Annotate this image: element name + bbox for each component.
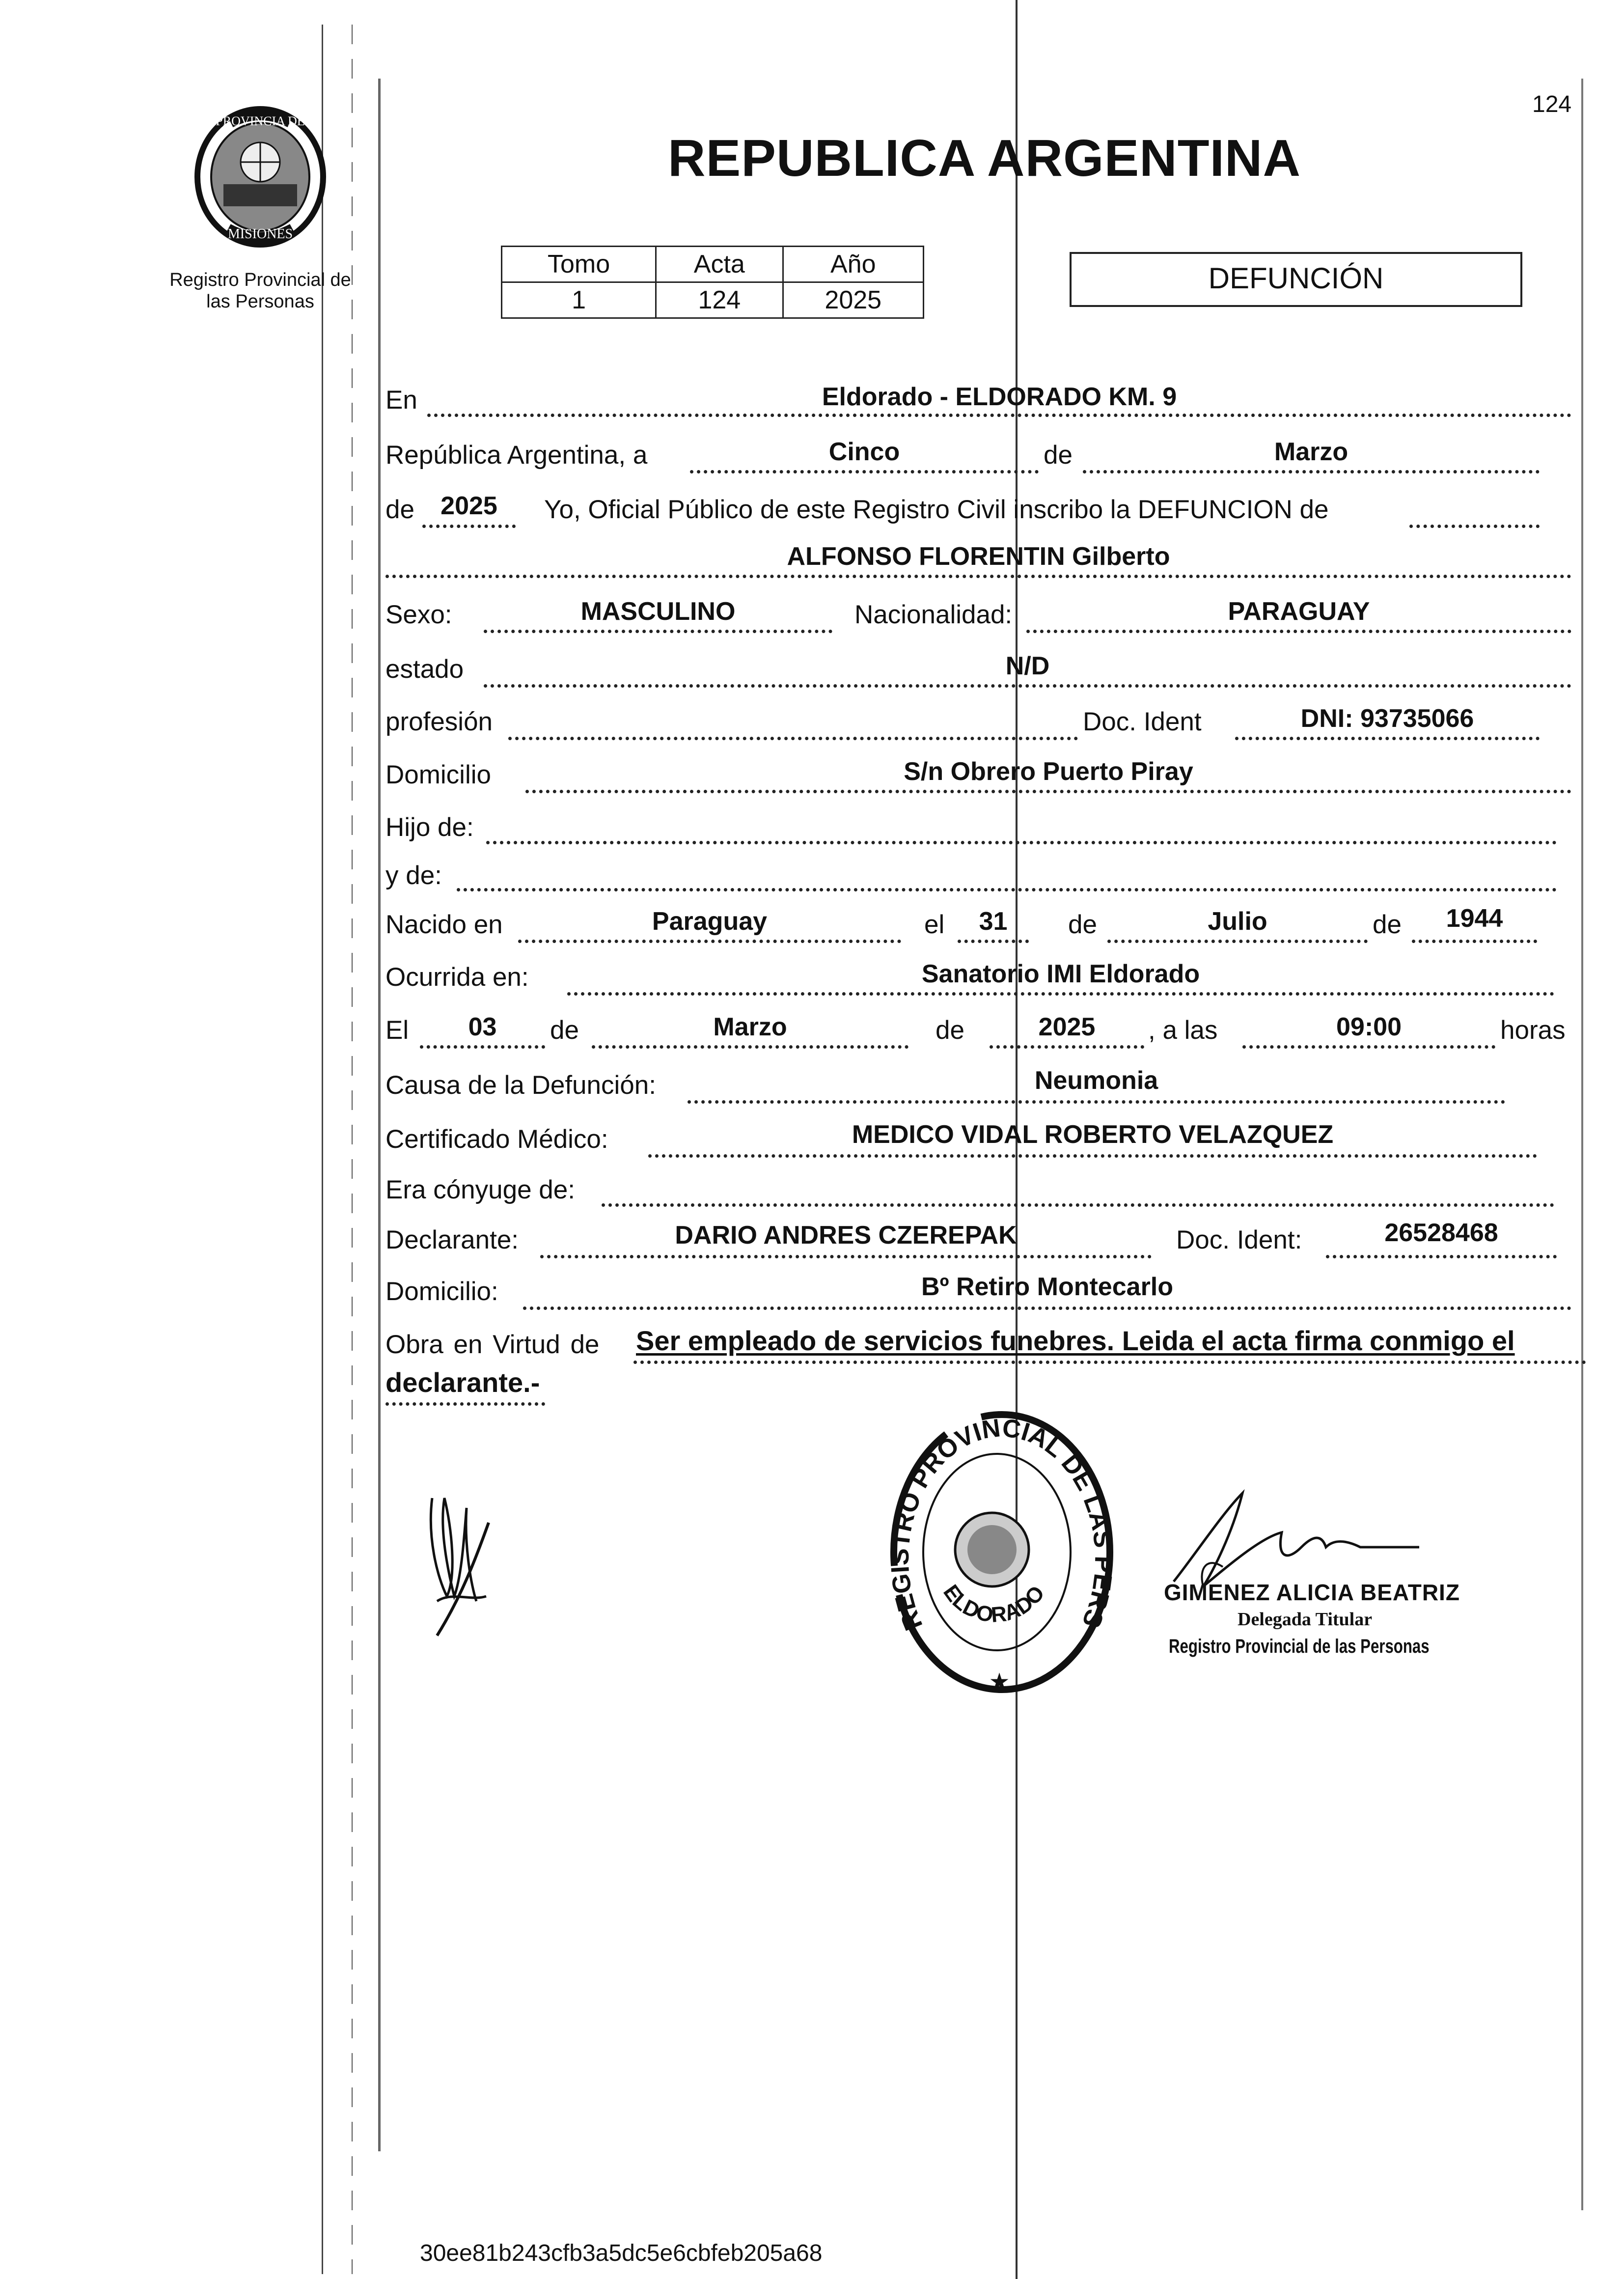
death-day-value: 03: [468, 1013, 497, 1041]
svg-text:★: ★: [989, 1669, 1010, 1695]
obra-dotted-line-2: [385, 1402, 545, 1406]
oficial-dotted-line: [1409, 525, 1540, 528]
acta-table-header-row: [502, 247, 924, 282]
acta-table-value-row: [502, 282, 924, 318]
en-value: Eldorado - ELDORADO KM. 9: [822, 383, 1177, 411]
acta-table-cell: 124: [656, 282, 783, 318]
rep-de-label: de: [1044, 441, 1073, 470]
acta-table: [501, 246, 924, 319]
death-year-value: 2025: [1038, 1013, 1096, 1041]
rep-day-dotted-line: [690, 470, 1039, 473]
domicilio-dotted-line: [525, 790, 1571, 793]
declarante-domicilio-value: Bº Retiro Montecarlo: [921, 1273, 1174, 1301]
provincia-de-misiones-seal-icon: [187, 103, 334, 250]
ocurrida-en-label: Ocurrida en:: [385, 963, 529, 992]
official-office: Registro Provincial de las Personas: [1169, 1636, 1430, 1657]
obra-value-2: declarante.-: [385, 1367, 540, 1398]
registry-name: [152, 269, 368, 312]
ocurrida-en-value: Sanatorio IMI Eldorado: [921, 960, 1200, 988]
ocurrida-en-dotted-line: [567, 992, 1554, 996]
rep-month-value: Marzo: [1274, 438, 1349, 466]
nacido-el-label: el: [924, 910, 945, 939]
domicilio-value: S/n Obrero Puerto Piray: [904, 757, 1193, 786]
nacido-month-dotted-line: [1107, 940, 1368, 943]
profesion-label: profesión: [385, 707, 493, 736]
estado-value: N/D: [1005, 652, 1050, 680]
death-horas-label: horas: [1500, 1016, 1566, 1045]
causa-label: Causa de la Defunción:: [385, 1071, 656, 1100]
registry-stamp-icon: [874, 1400, 1129, 1704]
acta-table-header: Acta: [656, 247, 783, 282]
certificado-value: MEDICO VIDAL ROBERTO VELAZQUEZ: [852, 1120, 1334, 1149]
nacido-en-dotted-line: [518, 940, 901, 943]
death-month-value: Marzo: [713, 1013, 787, 1041]
margin-line-2: [352, 25, 353, 2274]
acta-table-header: Año: [783, 247, 923, 282]
hijo-de-dotted-line: [486, 841, 1557, 844]
official-stamp: [874, 1400, 1129, 1704]
obra-value: Ser empleado de servicios funebres. Leida el acta firma conmigo el: [636, 1325, 1515, 1356]
nacido-year-dotted-line: [1412, 940, 1537, 943]
certificado-label: Certificado Médico:: [385, 1125, 608, 1154]
doc-ident-dotted-line: [1235, 737, 1540, 740]
death-alas-label: , a las: [1148, 1016, 1218, 1045]
doc-ident-label: Doc. Ident: [1083, 707, 1202, 736]
declarante-dotted-line: [540, 1255, 1152, 1258]
death-time-dotted-line: [1242, 1045, 1495, 1049]
republica-label: República Argentina, a: [385, 441, 648, 470]
page-number: 124: [1532, 91, 1572, 117]
sexo-value: MASCULINO: [580, 597, 736, 626]
domicilio-label: Domicilio: [385, 760, 491, 789]
document-type-box: DEFUNCIÓN: [1070, 252, 1522, 307]
declarante-domicilio-label: Domicilio:: [385, 1277, 498, 1306]
declarante-doc-dotted-line: [1326, 1255, 1557, 1258]
year-value: 2025: [440, 492, 497, 520]
nacido-day-value: 31: [979, 907, 1008, 936]
death-day-dotted-line: [420, 1045, 545, 1049]
page-title: REPUBLICA ARGENTINA: [668, 129, 1301, 187]
profesion-dotted-line: [508, 737, 1078, 740]
causa-value: Neumonia: [1034, 1066, 1158, 1095]
nacido-year-value: 1944: [1446, 904, 1503, 933]
acta-table-cell: 2025: [783, 282, 923, 318]
document-hash: 30ee81b243cfb3a5dc5e6cbfeb205a68: [420, 2240, 823, 2266]
svg-text:PROVINCIA DE: PROVINCIA DE: [216, 114, 305, 128]
declarante-label: Declarante:: [385, 1225, 519, 1254]
nacido-en-label: Nacido en: [385, 910, 503, 939]
nacionalidad-dotted-line: [1026, 630, 1571, 633]
rep-day-value: Cinco: [828, 438, 900, 466]
nacionalidad-value: PARAGUAY: [1228, 597, 1370, 626]
causa-dotted-line: [688, 1100, 1505, 1104]
declarant-signature: [417, 1478, 516, 1640]
declarante-doc-label: Doc. Ident:: [1176, 1225, 1302, 1254]
official-role: Delegada Titular: [1238, 1609, 1373, 1630]
declarante-doc-value: 26528468: [1384, 1219, 1498, 1247]
nacido-en-value: Paraguay: [652, 907, 768, 936]
acta-table-header: Tomo: [502, 247, 656, 282]
death-year-dotted-line: [990, 1045, 1144, 1049]
death-time-value: 09:00: [1336, 1013, 1402, 1041]
obra-label: Obra en Virtud de: [385, 1330, 600, 1359]
year-dotted-line: [422, 525, 516, 528]
declarante-value: DARIO ANDRES CZEREPAK: [675, 1221, 1017, 1250]
nacido-de2-label: de: [1373, 910, 1402, 939]
official-name: GIMENEZ ALICIA BEATRIZ: [1164, 1580, 1460, 1605]
en-dotted-line: [427, 414, 1571, 417]
doc-ident-value: DNI: 93735066: [1300, 704, 1474, 733]
hijo-de-label: Hijo de:: [385, 813, 474, 842]
rep-month-dotted-line: [1083, 470, 1540, 473]
deceased-name: ALFONSO FLORENTIN Gilberto: [787, 542, 1170, 571]
sexo-dotted-line: [484, 630, 832, 633]
registry-name-line1: Registro Provincial de: [169, 270, 351, 290]
death-el-label: El: [385, 1016, 409, 1045]
estado-label: estado: [385, 655, 464, 684]
nacido-month-value: Julio: [1208, 907, 1267, 936]
svg-text:ELDORADO Km. 9: ELDORADO: [938, 1580, 1049, 1627]
conyuge-label: Era cónyuge de:: [385, 1175, 575, 1204]
acta-table-cell: 1: [502, 282, 656, 318]
svg-text:MISIONES: MISIONES: [227, 226, 293, 242]
en-label: En: [385, 386, 417, 415]
oficial-text: Yo, Oficial Público de este Registro Civil inscribo la DEFUNCION de: [544, 495, 1329, 524]
y-de-dotted-line: [457, 888, 1557, 891]
nacido-day-dotted-line: [958, 940, 1029, 943]
nacionalidad-label: Nacionalidad:: [854, 600, 1013, 629]
death-de4-label: de: [936, 1016, 964, 1045]
margin-line-3: [378, 79, 381, 2151]
death-de3-label: de: [550, 1016, 579, 1045]
right-edge-line: [1581, 79, 1583, 2210]
declarante-domicilio-dotted-line: [523, 1306, 1571, 1310]
registry-name-line2: las Personas: [206, 291, 314, 312]
y-de-label: y de:: [385, 861, 442, 890]
name-dotted-line: [385, 575, 1571, 578]
margin-line-1: [322, 25, 323, 2274]
sexo-label: Sexo:: [385, 600, 452, 629]
death-month-dotted-line: [592, 1045, 908, 1049]
nacido-de1-label: de: [1068, 910, 1097, 939]
registry-emblem: [187, 103, 334, 250]
estado-dotted-line: [484, 684, 1571, 688]
year-de-label: de: [385, 495, 414, 524]
declarant-signature-icon: [417, 1478, 516, 1640]
conyuge-dotted-line: [602, 1203, 1554, 1207]
certificado-dotted-line: [648, 1154, 1537, 1158]
obra-dotted-line: [633, 1361, 1586, 1364]
svg-text:REGISTRO PROVINCIAL DE LAS PER: REGISTRO PROVINCIAL DE LAS PERS: [885, 1414, 1118, 1635]
